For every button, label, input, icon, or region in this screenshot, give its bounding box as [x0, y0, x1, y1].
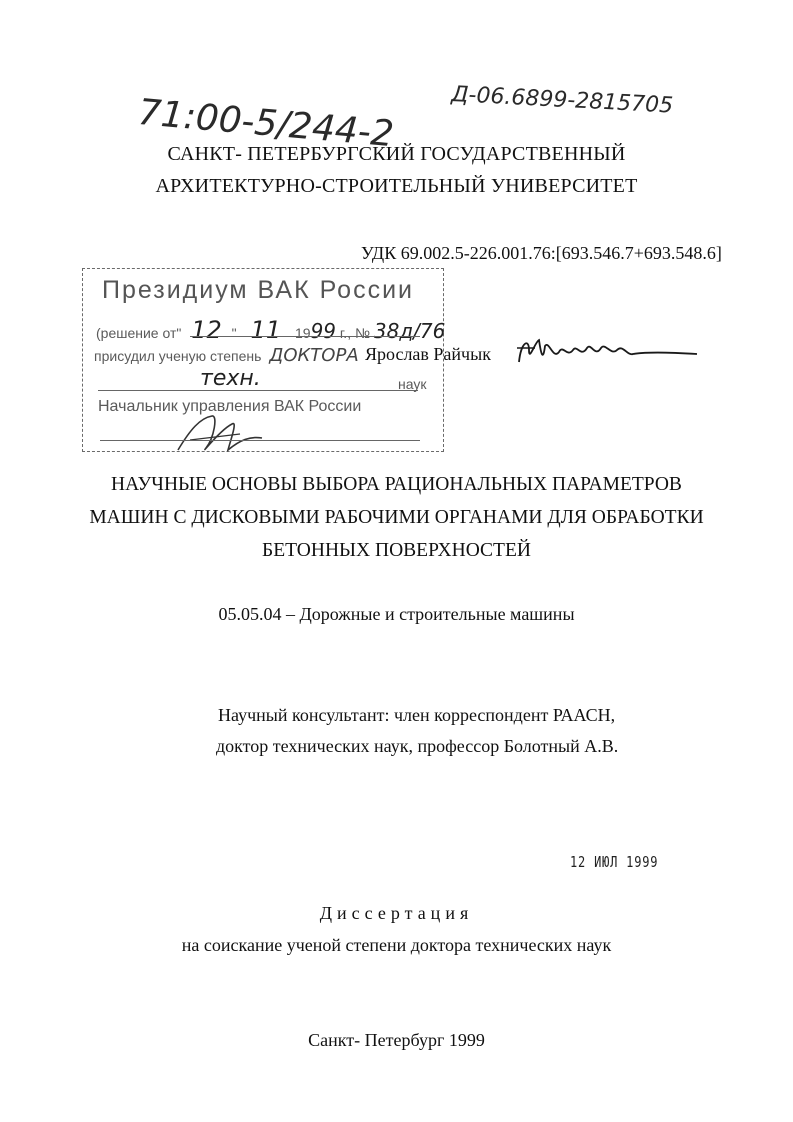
- dissertation-purpose: на соискание ученой степени доктора технических наук: [181, 935, 612, 955]
- vak-decision-month: 11: [250, 316, 282, 344]
- vak-field-hand: техн.: [200, 366, 261, 391]
- author-signature-row: [515, 332, 700, 379]
- consultant-line-2: доктор технических наук, профессор Болотный А.В.: [216, 736, 619, 756]
- handwritten-archive-code: 71:00-5/244-2: [136, 92, 396, 156]
- vak-awarded-line: [94, 345, 359, 366]
- vak-signature: [170, 410, 270, 460]
- vak-field-suffix: наук: [398, 376, 427, 392]
- vak-degree-hand: ДОКТОРА: [269, 345, 359, 366]
- university-name-line2: АРХИТЕКТУРНО-СТРОИТЕЛЬНЫЙ УНИВЕРСИТЕТ: [155, 175, 638, 197]
- vak-decision-suffix: г., №: [339, 325, 370, 341]
- vak-decision-line: [96, 316, 445, 344]
- dissertation-title: [0, 468, 793, 567]
- stamp-rule-1: [190, 336, 420, 337]
- author-signature: [515, 332, 700, 374]
- university-name-line1: САНКТ- ПЕТЕРБУРГСКИЙ ГОСУДАРСТВЕННЫЙ: [167, 143, 626, 165]
- author-name: Ярослав Райчык: [365, 344, 491, 364]
- title-line-2: МАШИН С ДИСКОВЫМИ РАБОЧИМИ ОРГАНАМИ ДЛЯ ОБРАБОТКИ: [89, 507, 704, 528]
- vak-decision-year: 99: [310, 319, 337, 343]
- consultant-line-1: Научный консультант: член корреспондент РААСН,: [218, 705, 616, 725]
- stamp-rule-2: [98, 390, 418, 391]
- specialty: 05.05.04 – Дорожные и строительные машины: [218, 604, 575, 624]
- vak-decision-prefix: (решение от": [96, 325, 182, 341]
- vak-decision-day: 12: [191, 316, 222, 344]
- place-year: Санкт- Петербург 1999: [308, 1030, 485, 1050]
- vak-awarded-text: присудил ученую степень: [94, 348, 262, 364]
- dissertation-label: Диссертация: [319, 903, 474, 923]
- vak-stamp-title: Президиум ВАК России: [102, 276, 414, 304]
- title-line-1: НАУЧНЫЕ ОСНОВЫ ВЫБОРА РАЦИОНАЛЬНЫХ ПАРАМЕТРОВ: [111, 474, 682, 495]
- title-line-3: БЕТОННЫХ ПОВЕРХНОСТЕЙ: [262, 540, 531, 561]
- vak-decision-number: 38д/76: [373, 319, 446, 343]
- handwritten-reference-number: Д-06.6899-2815705: [450, 82, 674, 119]
- vak-head-title: Начальник управления ВАК России: [98, 398, 362, 415]
- quote-mark: ": [231, 325, 237, 341]
- stamp-rule-3: [100, 440, 420, 441]
- udk-code: УДК 69.002.5-226.001.76:[693.546.7+693.548.6]: [361, 243, 722, 263]
- vak-decision-year-prefix: 19: [294, 325, 311, 341]
- date-stamp: 12 ИЮЛ 1999: [570, 853, 659, 871]
